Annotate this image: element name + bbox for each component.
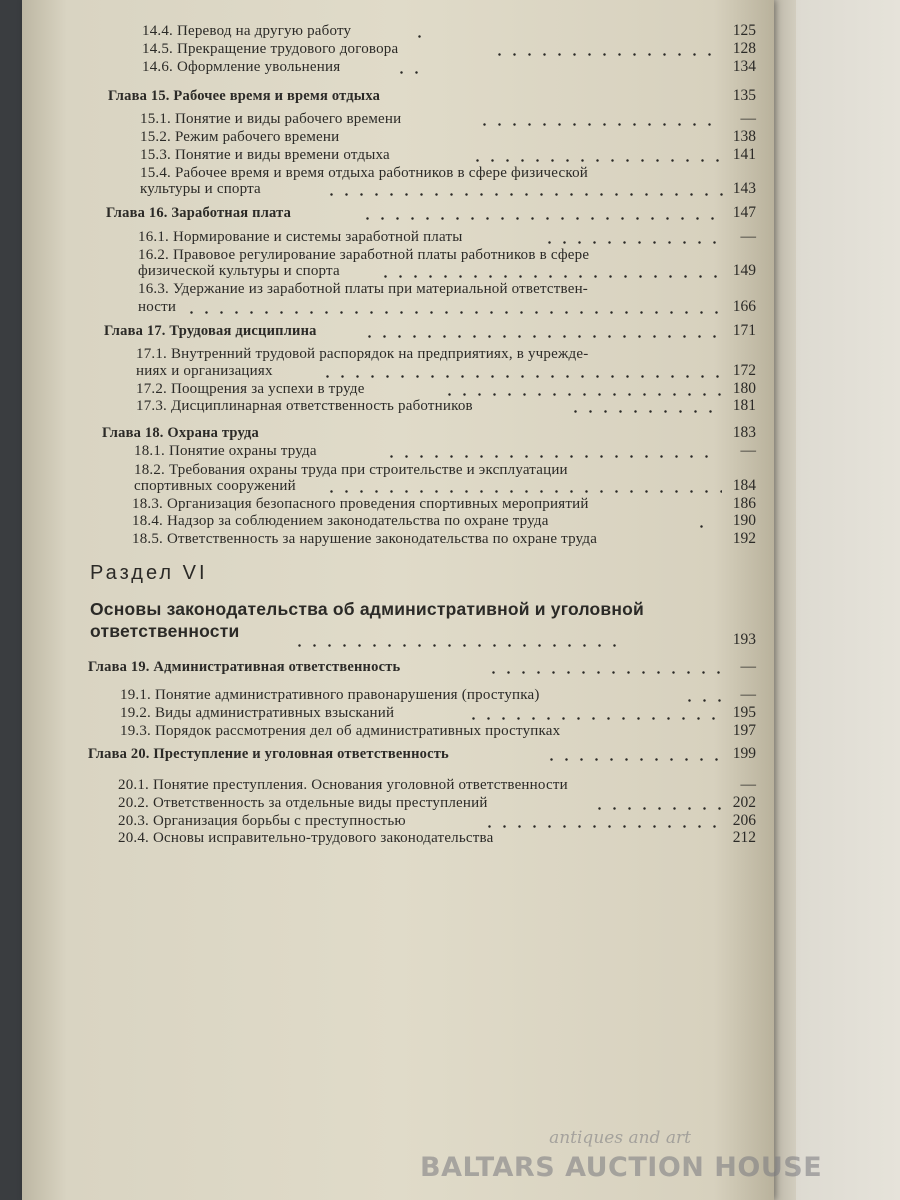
toc-entry-19-3: [22, 722, 774, 740]
toc-entry-18-5: [22, 530, 774, 548]
toc-chapter-18: [22, 424, 774, 442]
leader-dots: [360, 217, 720, 220]
toc-entry-title-continued: ности: [138, 299, 177, 315]
toc-page-number: 193: [732, 631, 756, 648]
leader-dots: [544, 758, 724, 761]
toc-entry-title: 15.3. Понятие и виды времени отдыха: [140, 147, 390, 163]
toc-page-number: 147: [732, 204, 756, 221]
toc-entry-title: 17.2. Поощрения за успехи в труде: [136, 381, 365, 397]
toc-chapter-title: Глава 15. Рабочее время и время отдыха: [108, 88, 381, 104]
leader-dots: [477, 123, 722, 126]
leader-dots: [378, 275, 723, 278]
toc-entry-title: 15.2. Режим рабочего времени: [140, 129, 340, 145]
leader-dots: [362, 335, 722, 338]
toc-entry-17-1-line2: [22, 362, 774, 380]
toc-chapter-17: [22, 322, 774, 340]
toc-entry-16-1: [22, 228, 774, 246]
leader-dots: [292, 644, 622, 647]
toc-entry-title-continued: спортивных сооружений: [134, 478, 296, 494]
table-of-contents: [22, 0, 774, 1200]
section-label: Раздел VI: [90, 562, 208, 584]
leader-dots: [320, 375, 722, 378]
leader-dots: [542, 241, 722, 244]
toc-entry-title: 14.4. Перевод на другую работу: [142, 23, 352, 39]
toc-page-number: 190: [732, 512, 756, 529]
watermark-tagline: antiques and art: [549, 1128, 691, 1148]
leader-dots: [694, 525, 714, 528]
toc-entry-20-3: [22, 812, 774, 830]
toc-entry-title: 16.3. Удержание из заработной платы при материальной ответствен-: [138, 281, 589, 297]
leader-dots: [184, 311, 724, 314]
toc-entry-title: 19.3. Порядок рассмотрения дел об административных проступках: [120, 723, 561, 739]
toc-entry-title: 19.1. Понятие административного правонарушения (проступка): [120, 687, 540, 703]
toc-chapter-15: [22, 87, 774, 105]
toc-page-number: —: [740, 110, 756, 127]
toc-page-number: 183: [732, 424, 756, 441]
toc-page-number: 171: [732, 322, 756, 339]
toc-page-number: —: [740, 228, 756, 245]
toc-entry-17-2: [22, 380, 774, 398]
toc-page-number: 192: [732, 530, 756, 547]
toc-entry-title: 20.3. Организация борьбы с преступностью: [118, 813, 406, 829]
toc-entry-title-continued: физической культуры и спорта: [138, 263, 340, 279]
toc-page-number: 195: [732, 704, 756, 721]
toc-page-number: 184: [732, 477, 756, 494]
toc-page-number: 180: [732, 380, 756, 397]
leader-dots: [682, 699, 722, 702]
leader-dots: [394, 71, 418, 74]
section-title-line1: Основы законодательства об административной и уголовной: [90, 599, 645, 619]
toc-entry-title: 20.2. Ответственность за отдельные виды преступлений: [118, 795, 488, 811]
watermark-brand: BALTARS AUCTION HOUSE: [420, 1152, 823, 1183]
toc-entry-18-3: [22, 495, 774, 513]
toc-page-number: 143: [732, 180, 756, 197]
toc-page-number: 166: [732, 298, 756, 315]
toc-page-number: 135: [732, 87, 756, 104]
toc-entry-18-2-line2: [22, 477, 774, 495]
toc-entry-16-3-line1: [22, 280, 774, 298]
toc-page-number: —: [740, 442, 756, 459]
book-page: [22, 0, 774, 1200]
toc-page-number: 202: [732, 794, 756, 811]
toc-chapter-title: Глава 19. Административная ответственность: [88, 659, 401, 675]
toc-entry-17-1-line1: [22, 345, 774, 363]
toc-page-number: 125: [732, 22, 756, 39]
toc-entry-title-continued: ниях и организациях: [136, 363, 273, 379]
toc-entry-19-2: [22, 704, 774, 722]
toc-entry-18-4: [22, 512, 774, 530]
toc-entry-15-1: [22, 110, 774, 128]
toc-entry-16-2-line2: [22, 262, 774, 280]
toc-page-number: 128: [732, 40, 756, 57]
toc-page-number: 181: [732, 397, 756, 414]
toc-page-number: 149: [732, 262, 756, 279]
toc-entry-19-1: [22, 686, 774, 704]
toc-entry-title: 14.6. Оформление увольнения: [142, 59, 341, 75]
toc-entry-title: 18.3. Организация безопасного проведения спортивных мероприятий: [132, 496, 589, 512]
toc-chapter-title: Глава 18. Охрана труда: [102, 425, 259, 441]
leader-dots: [324, 490, 722, 493]
toc-page-number: 172: [732, 362, 756, 379]
leader-dots: [492, 53, 722, 56]
toc-entry-title: 15.1. Понятие и виды рабочего времени: [140, 111, 402, 127]
toc-entry-title: 15.4. Рабочее время и время отдыха работников в сфере физической: [140, 165, 589, 181]
toc-entry-title: 14.5. Прекращение трудового договора: [142, 41, 399, 57]
toc-entry-title: 17.1. Внутренний трудовой распорядок на предприятиях, в учрежде-: [136, 346, 589, 362]
leader-dots: [592, 807, 722, 810]
toc-entry-20-1: [22, 776, 774, 794]
toc-page-number: —: [740, 658, 756, 675]
leader-dots: [324, 193, 724, 196]
toc-entry-title: 16.2. Правовое регулирование заработной платы работников в сфере: [138, 247, 590, 263]
toc-entry-18-1: [22, 442, 774, 460]
toc-page-number: 186: [732, 495, 756, 512]
toc-entry-title: 19.2. Виды административных взысканий: [120, 705, 395, 721]
toc-entry-15-3: [22, 146, 774, 164]
toc-chapter-title: Глава 20. Преступление и уголовная ответственность: [88, 746, 449, 762]
leader-dots: [482, 825, 722, 828]
watermark: [420, 1128, 823, 1183]
leader-dots: [466, 717, 722, 720]
toc-chapter-20: [22, 745, 774, 763]
leader-dots: [486, 671, 724, 674]
toc-page-number: 138: [732, 128, 756, 145]
leader-dots: [470, 159, 720, 162]
toc-entry-14-5: [22, 40, 774, 58]
toc-chapter-16: [22, 204, 774, 222]
toc-page-number: 141: [732, 146, 756, 163]
toc-page-number: 199: [732, 745, 756, 762]
toc-entry-15-4-line2: [22, 180, 774, 198]
leader-dots: [412, 35, 430, 38]
toc-entry-title-continued: культуры и спорта: [140, 181, 261, 197]
toc-entry-15-2: [22, 128, 774, 146]
toc-entry-20-2: [22, 794, 774, 812]
toc-chapter-title: Глава 17. Трудовая дисциплина: [104, 323, 317, 339]
toc-entry-17-3: [22, 397, 774, 415]
toc-section-page: [22, 631, 774, 649]
toc-entry-14-4: [22, 22, 774, 40]
toc-entry-title: 18.4. Надзор за соблюдением законодательства по охране труда: [132, 513, 549, 529]
leader-dots: [384, 455, 720, 458]
toc-entry-16-3-line2: [22, 298, 774, 316]
toc-chapter-title: Глава 16. Заработная плата: [106, 205, 292, 221]
toc-page-number: —: [740, 776, 756, 793]
toc-entry-title: 17.3. Дисциплинарная ответственность работников: [136, 398, 473, 414]
toc-entry-20-4: [22, 829, 774, 847]
toc-page-number: 134: [732, 58, 756, 75]
leader-dots: [442, 393, 722, 396]
section-title-line2: ответственности: [90, 621, 240, 641]
toc-entry-title: 18.5. Ответственность за нарушение законодательства по охране труда: [132, 531, 598, 547]
toc-entry-title: 16.1. Нормирование и системы заработной платы: [138, 229, 463, 245]
leader-dots: [568, 410, 720, 413]
toc-entry-14-6: [22, 58, 774, 76]
toc-page-number: 212: [732, 829, 756, 846]
toc-entry-title: 20.1. Понятие преступления. Основания уголовной ответственности: [118, 777, 568, 793]
toc-page-number: 206: [732, 812, 756, 829]
toc-entry-title: 20.4. Основы исправительно-трудового законодательства: [118, 830, 494, 846]
toc-entry-title: 18.2. Требования охраны труда при строительстве и эксплуатации: [134, 462, 568, 478]
toc-page-number: 197: [732, 722, 756, 739]
toc-page-number: —: [740, 686, 756, 703]
toc-entry-title: 18.1. Понятие охраны труда: [134, 443, 317, 459]
toc-chapter-19: [22, 658, 774, 676]
